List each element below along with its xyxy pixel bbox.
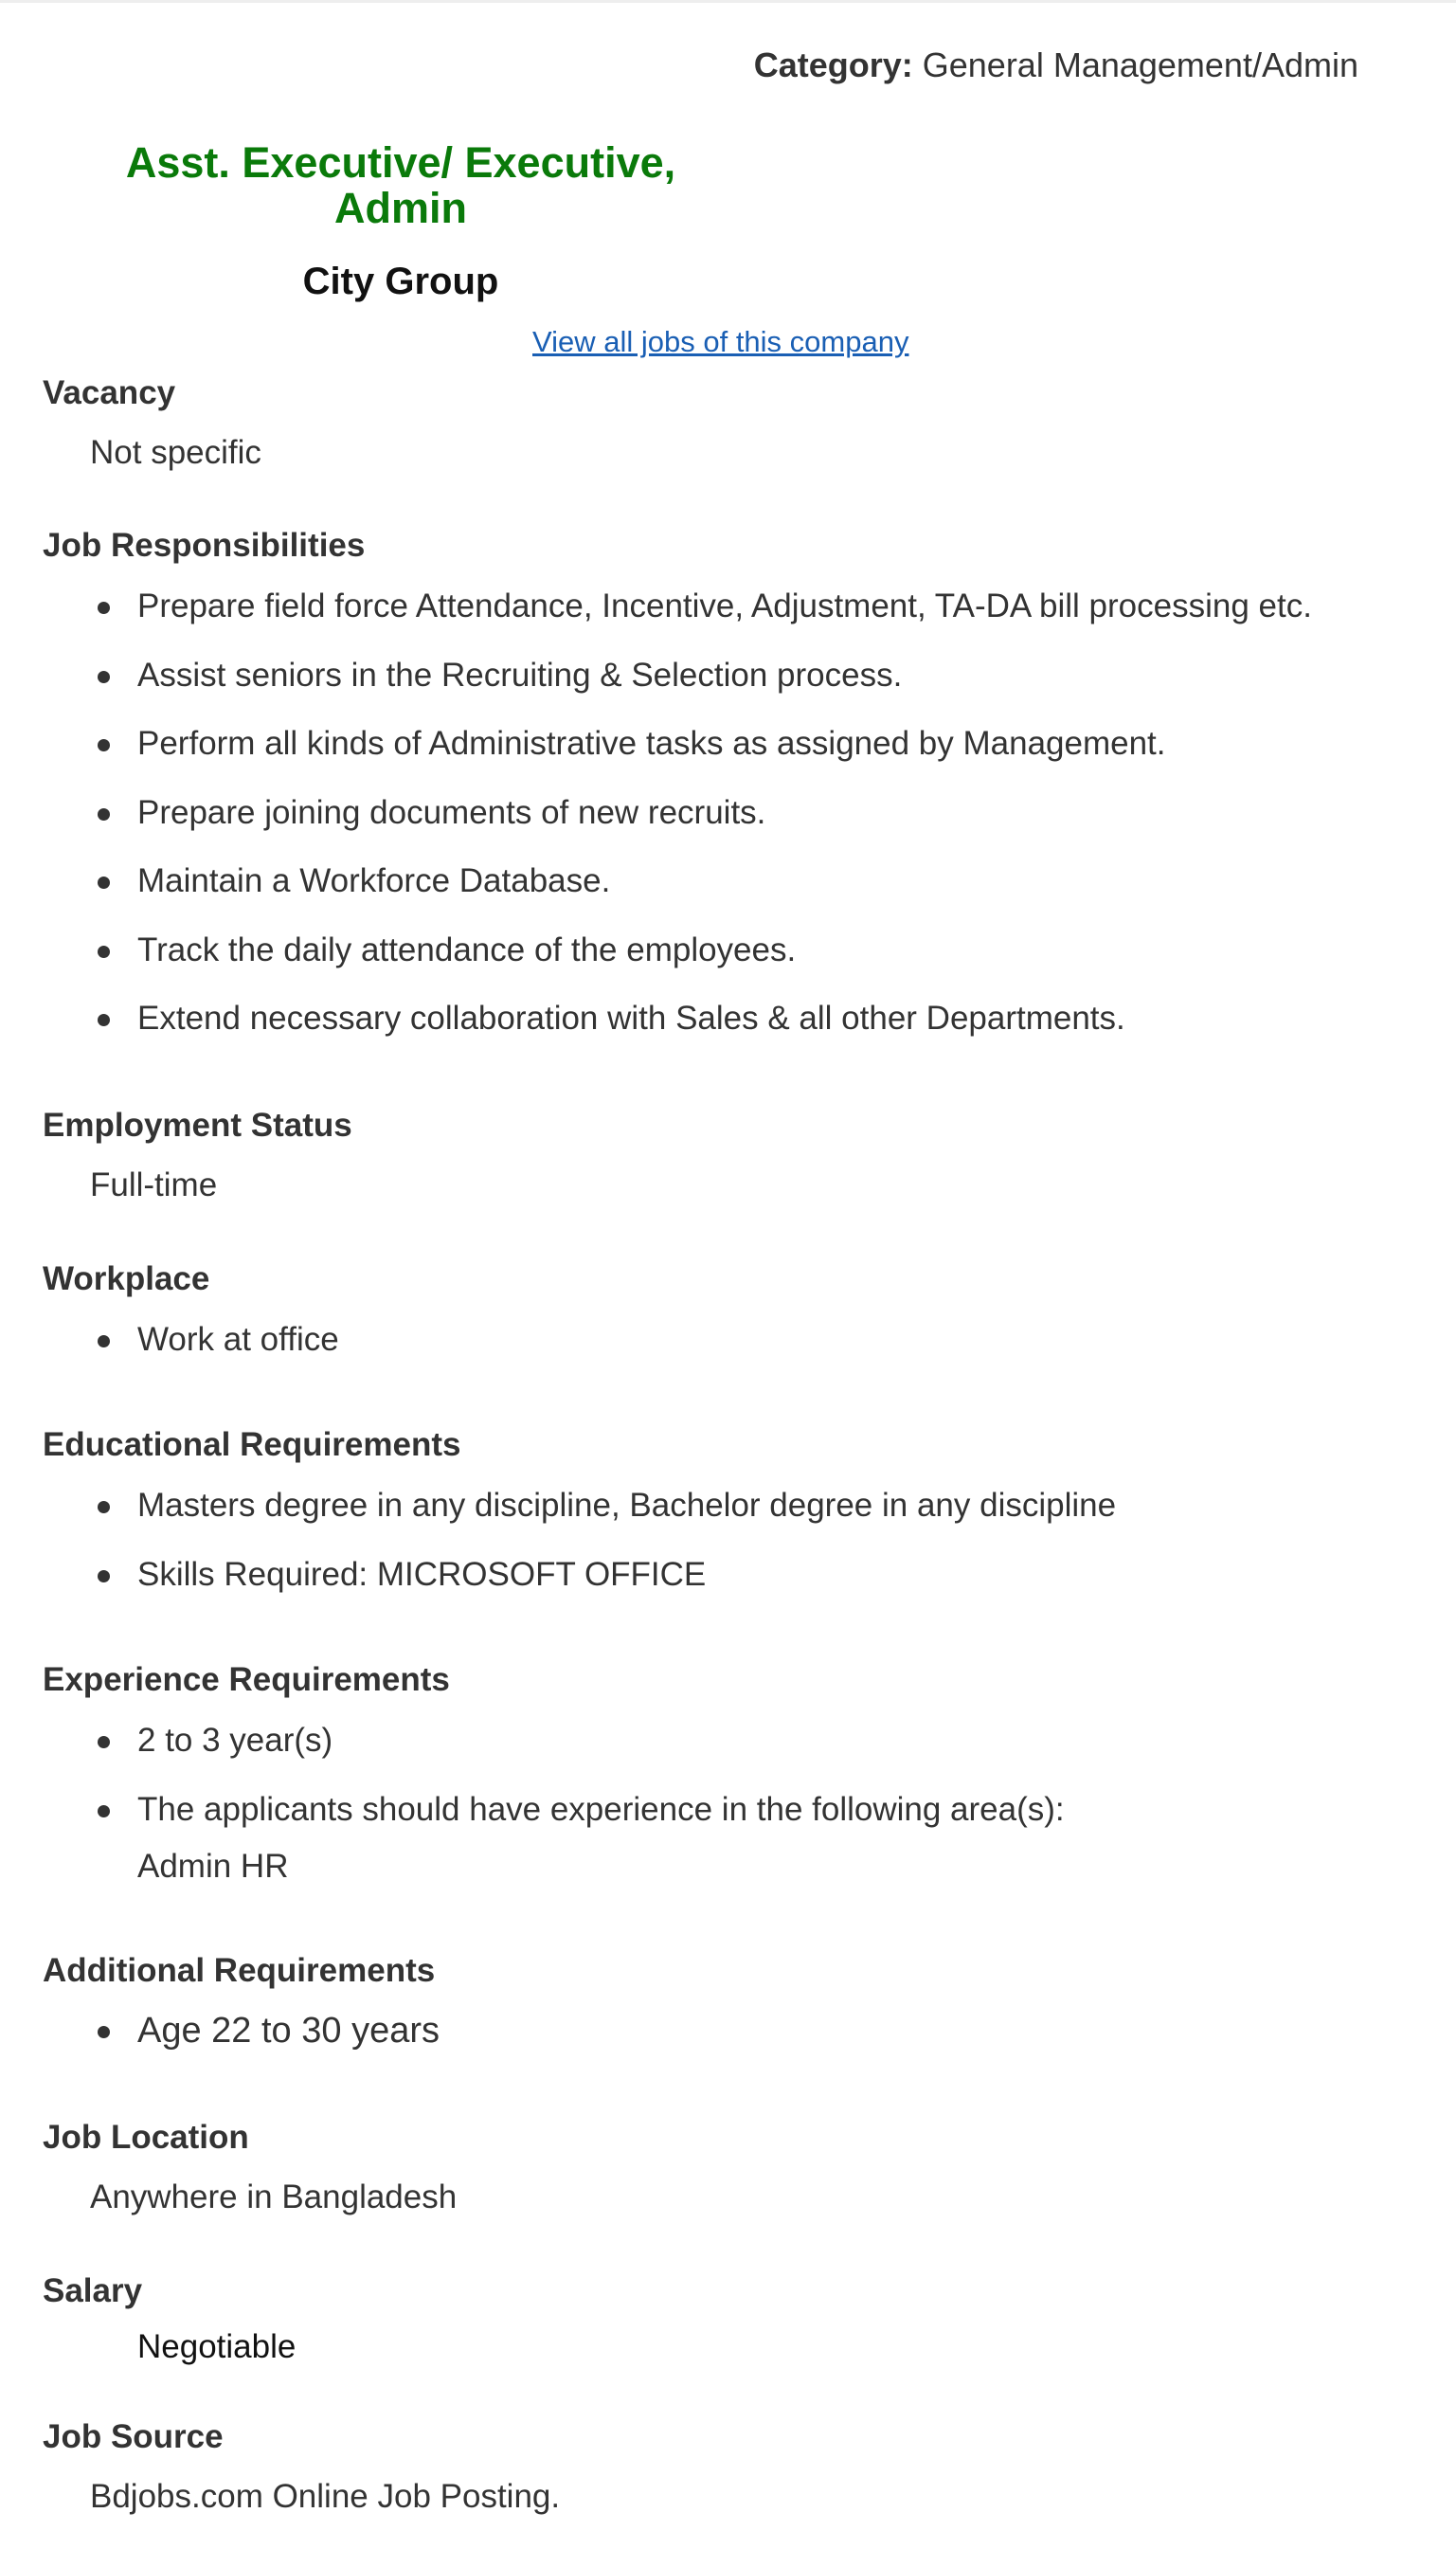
list-item: Prepare joining documents of new recruits. bbox=[137, 785, 765, 841]
top-divider bbox=[0, 0, 1456, 3]
job-title: Asst. Executive/ Executive, Admin bbox=[125, 138, 676, 232]
vacancy-value: Not specific bbox=[90, 434, 261, 471]
vacancy-heading: Vacancy bbox=[43, 374, 176, 411]
workplace-heading: Workplace bbox=[43, 1260, 210, 1297]
list-item: Track the daily attendance of the employees. bbox=[137, 922, 796, 979]
job-category bbox=[754, 45, 1358, 85]
list-item: Extend necessary collaboration with Sales & all other Departments. bbox=[137, 990, 1125, 1047]
category-label: Category: bbox=[753, 45, 913, 84]
list-item bbox=[137, 1781, 1065, 1895]
experience-heading: Experience Requirements bbox=[43, 1661, 450, 1698]
responsibilities-heading: Job Responsibilities bbox=[43, 527, 366, 564]
location-value: Anywhere in Bangladesh bbox=[90, 2178, 458, 2215]
employment-status-heading: Employment Status bbox=[43, 1107, 352, 1144]
experience-areas: Admin HR bbox=[137, 1848, 289, 1885]
location-heading: Job Location bbox=[43, 2119, 249, 2156]
list-item: Skills Required: MICROSOFT OFFICE bbox=[137, 1546, 706, 1603]
view-all-jobs-link[interactable]: View all jobs of this company bbox=[532, 325, 909, 358]
list-item: 2 to 3 year(s) bbox=[137, 1712, 333, 1769]
education-heading: Educational Requirements bbox=[43, 1426, 461, 1463]
company-name: City Group bbox=[302, 261, 499, 302]
source-heading: Job Source bbox=[43, 2418, 224, 2455]
experience-area-intro: The applicants should have experience in the following area(s): bbox=[137, 1791, 1065, 1828]
salary-value: Negotiable bbox=[137, 2328, 297, 2365]
list-item: Prepare field force Attendance, Incentive, Adjustment, TA-DA bill processing etc. bbox=[137, 578, 1312, 635]
list-item: Masters degree in any discipline, Bachelor degree in any discipline bbox=[137, 1477, 1116, 1534]
source-value: Bdjobs.com Online Job Posting. bbox=[90, 2478, 561, 2515]
list-item: Assist seniors in the Recruiting & Selection process. bbox=[137, 647, 902, 704]
list-item: Work at office bbox=[137, 1311, 339, 1368]
salary-heading: Salary bbox=[43, 2272, 143, 2309]
employment-status-value: Full-time bbox=[90, 1166, 218, 1203]
additional-heading: Additional Requirements bbox=[43, 1952, 436, 1989]
list-item: Age 22 to 30 years bbox=[137, 2002, 440, 2059]
category-value: General Management/Admin bbox=[922, 45, 1358, 84]
list-item: Maintain a Workforce Database. bbox=[137, 853, 610, 910]
list-item: Perform all kinds of Administrative tasks as assigned by Management. bbox=[137, 715, 1166, 772]
